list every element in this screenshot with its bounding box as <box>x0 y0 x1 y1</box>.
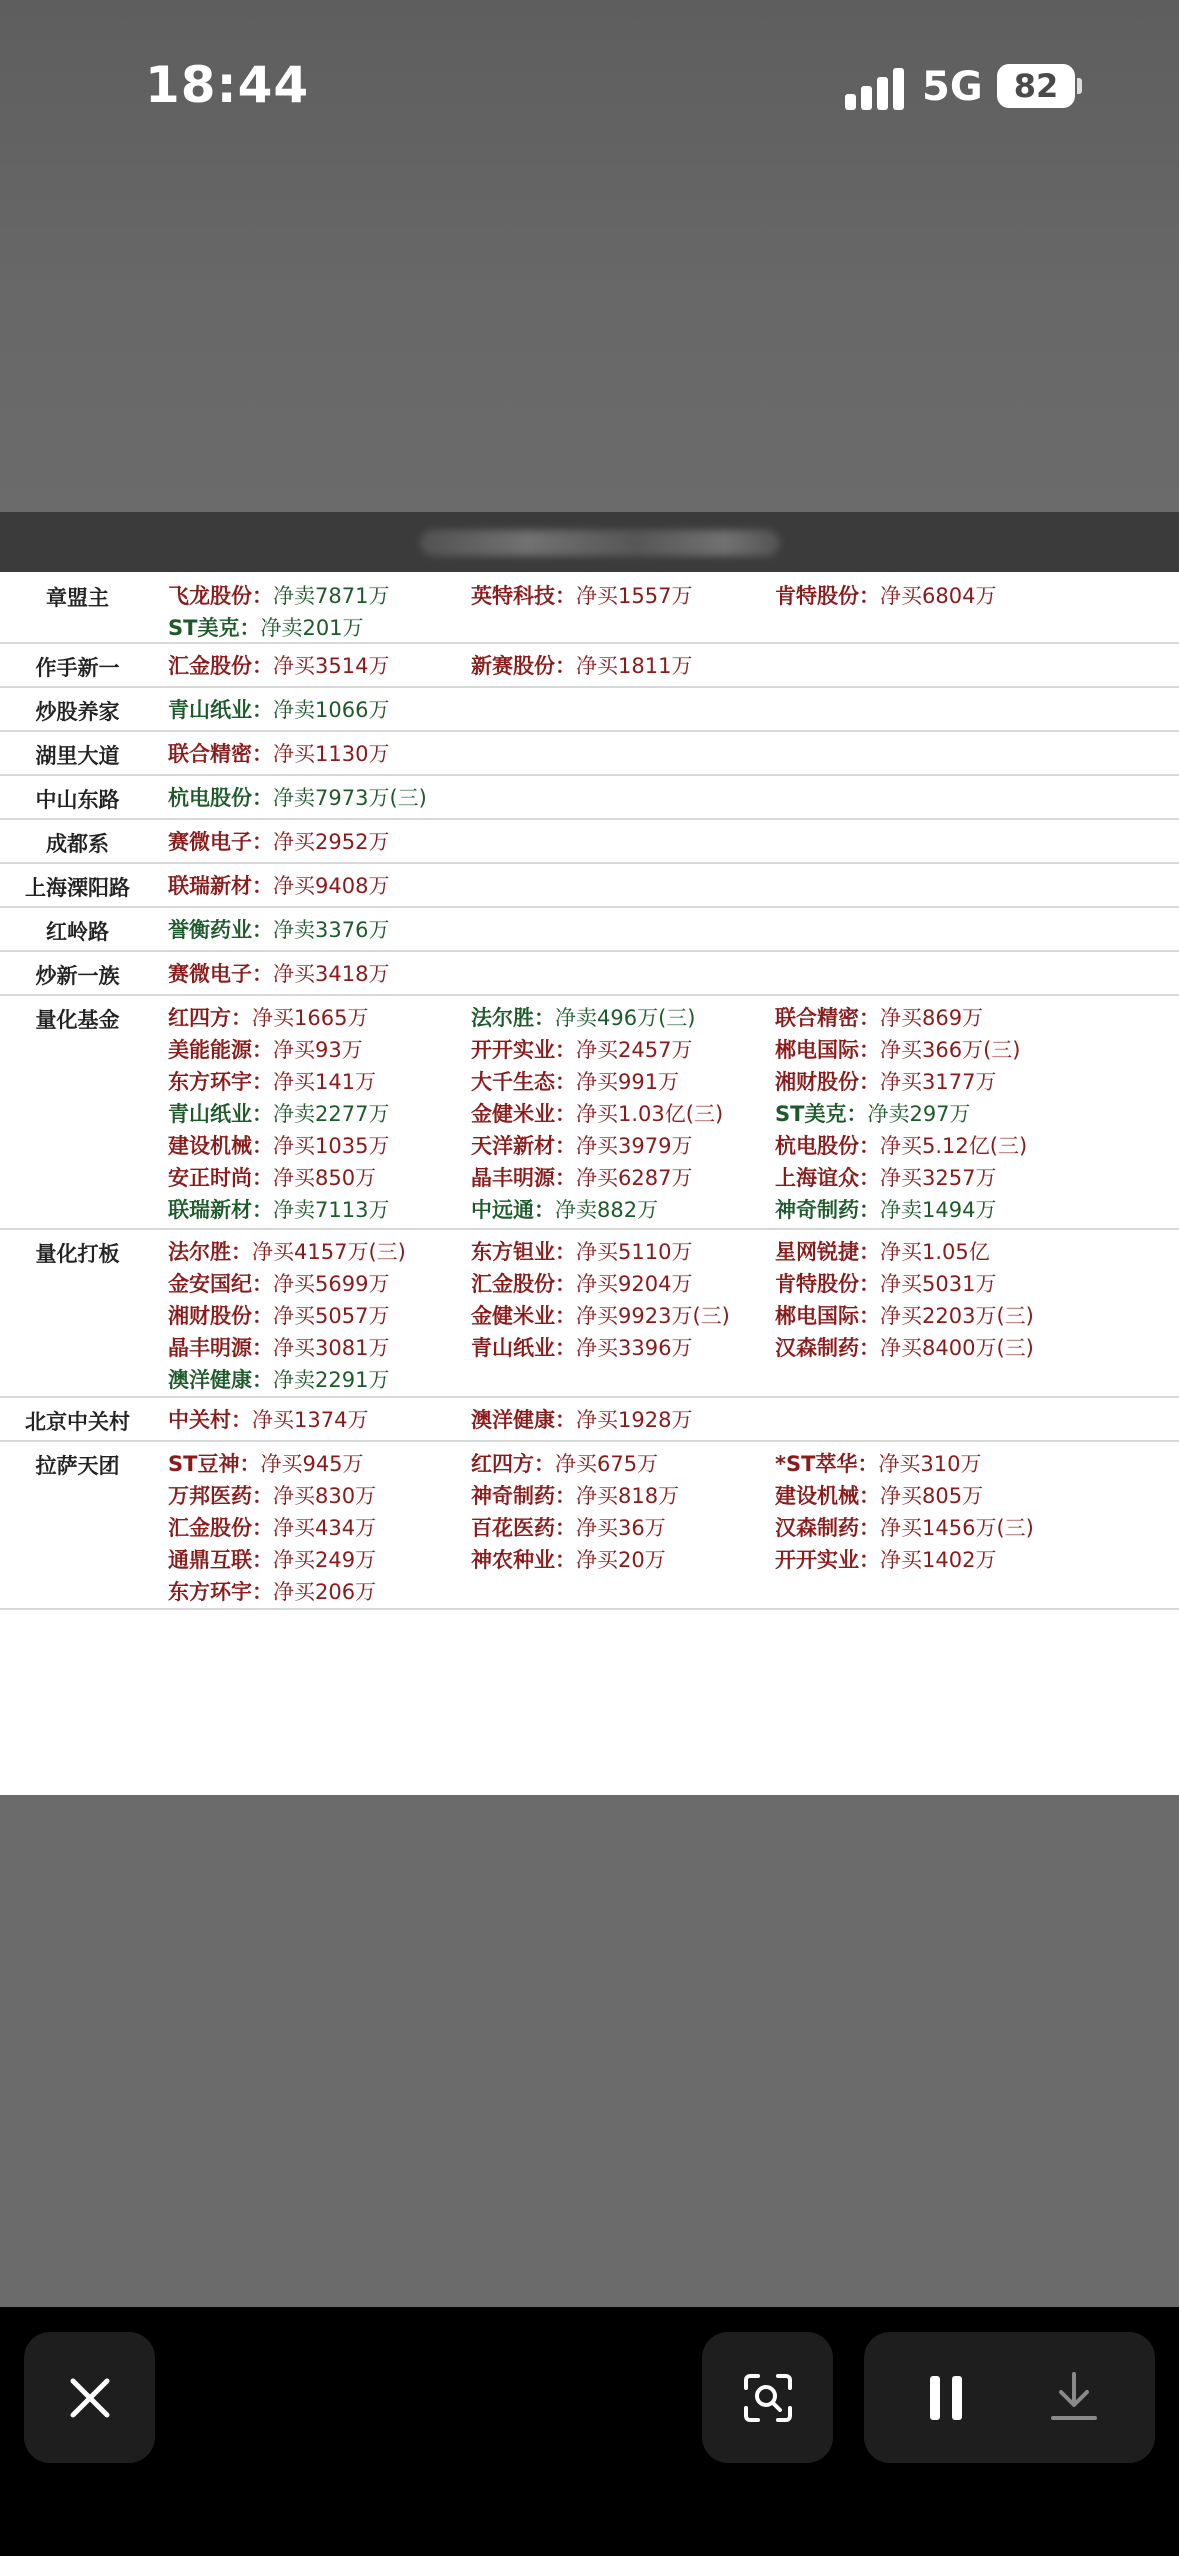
trade-entry <box>168 1480 376 1510</box>
pause-button[interactable] <box>912 2362 982 2432</box>
trade-entry <box>168 694 389 724</box>
stock-name: 青山纸业 <box>168 698 252 722</box>
stock-name: 肯特股份 <box>775 584 859 608</box>
net-amount: 净买5057万 <box>273 1304 390 1328</box>
stock-name: 建设机械 <box>168 1134 252 1158</box>
trade-entry <box>471 1162 692 1192</box>
separator: ： <box>859 1070 880 1094</box>
net-amount: 净买3418万 <box>273 962 390 986</box>
net-amount: 净卖7871万 <box>273 584 390 608</box>
separator: ： <box>555 1516 576 1540</box>
separator: ： <box>252 1038 273 1062</box>
seat-name: 中山东路 <box>35 788 120 812</box>
stock-name: 东方环宇 <box>168 1070 252 1094</box>
stock-name: 联瑞新材 <box>168 1198 252 1222</box>
net-amount: 净买945万 <box>260 1452 364 1476</box>
separator: ： <box>555 1166 576 1190</box>
net-amount: 净买830万 <box>273 1484 377 1508</box>
table-row <box>0 776 1179 820</box>
separator: ： <box>252 1134 273 1158</box>
table-row <box>0 996 1179 1230</box>
stock-name: 百花医药 <box>471 1516 555 1540</box>
net-amount: 净卖297万 <box>867 1102 971 1126</box>
net-amount: 净买6804万 <box>880 584 997 608</box>
separator: ： <box>534 1452 555 1476</box>
separator: ： <box>534 1198 555 1222</box>
stock-name: 中远通 <box>471 1198 534 1222</box>
net-amount: 净买1130万 <box>273 742 390 766</box>
stock-name: 澳洋健康 <box>471 1408 555 1432</box>
stock-name: 联合精密 <box>168 742 252 766</box>
separator: ： <box>859 1134 880 1158</box>
trade-entry <box>775 1236 990 1266</box>
separator: ： <box>859 1006 880 1030</box>
net-amount: 净买3979万 <box>576 1134 693 1158</box>
separator: ： <box>252 1102 273 1126</box>
seat-name: 北京中关村 <box>25 1410 130 1434</box>
separator: ： <box>252 874 273 898</box>
net-amount: 净买3514万 <box>273 654 390 678</box>
net-amount: 净买93万 <box>273 1038 363 1062</box>
stock-name: 澳洋健康 <box>168 1368 252 1392</box>
separator: ： <box>231 1006 252 1030</box>
trade-entry <box>471 1268 692 1298</box>
trade-entry <box>471 1002 695 1032</box>
trade-entry <box>168 1268 389 1298</box>
stock-name: 万邦医药 <box>168 1484 252 1508</box>
stock-name: 上海谊众 <box>775 1166 859 1190</box>
net-amount: 净买5.12亿(三) <box>880 1134 1028 1158</box>
stock-name: 星网锐捷 <box>775 1240 859 1264</box>
stock-name: 青山纸业 <box>471 1336 555 1360</box>
trade-entry <box>471 1404 692 1434</box>
stock-name: 青山纸业 <box>168 1102 252 1126</box>
net-amount: 净买6287万 <box>576 1166 693 1190</box>
stock-name: 英特科技 <box>471 584 555 608</box>
seat-name: 量化打板 <box>35 1242 120 1266</box>
net-amount: 净买20万 <box>576 1548 666 1572</box>
separator: ： <box>252 918 273 942</box>
trade-entry <box>168 1332 389 1362</box>
trade-entry <box>775 1448 982 1478</box>
stock-name: 东方钽业 <box>471 1240 555 1264</box>
separator: ： <box>555 1070 576 1094</box>
trade-entry <box>168 1404 368 1434</box>
separator: ： <box>859 1240 880 1264</box>
separator: ： <box>252 1580 273 1604</box>
separator: ： <box>859 584 880 608</box>
seat-name: 上海溧阳路 <box>25 876 130 900</box>
stock-name: 誉衡药业 <box>168 918 252 942</box>
trade-entry <box>168 1236 406 1266</box>
net-amount: 净买9408万 <box>273 874 390 898</box>
trade-entry <box>168 1162 376 1192</box>
separator: ： <box>555 1408 576 1432</box>
trade-entry <box>168 958 389 988</box>
table-row <box>0 688 1179 732</box>
separator: ： <box>859 1198 880 1222</box>
stock-name: 天洋新材 <box>471 1134 555 1158</box>
stock-name: 汇金股份 <box>168 654 252 678</box>
trade-entry <box>775 1002 983 1032</box>
signal-icon <box>845 66 905 110</box>
trade-entry <box>775 580 996 610</box>
separator: ： <box>859 1484 880 1508</box>
seat-name: 湖里大道 <box>35 744 120 768</box>
stock-name: 神奇制药 <box>471 1484 555 1508</box>
stock-name: 神农种业 <box>471 1548 555 1572</box>
separator: ： <box>252 1198 273 1222</box>
trade-entry <box>168 1034 363 1064</box>
trade-entry <box>471 1480 679 1510</box>
net-amount: 净买1557万 <box>576 584 693 608</box>
net-amount: 净买2952万 <box>273 830 390 854</box>
trade-entry <box>168 1066 376 1096</box>
net-amount: 净买1.05亿 <box>880 1240 990 1264</box>
net-amount: 净买2203万(三) <box>880 1304 1034 1328</box>
stock-name: 杭电股份 <box>775 1134 859 1158</box>
stock-name: 湘财股份 <box>775 1070 859 1094</box>
net-amount: 净买5031万 <box>880 1272 997 1296</box>
trade-entry <box>168 1448 364 1478</box>
stock-name: 法尔胜 <box>471 1006 534 1030</box>
stock-name: ST美克 <box>168 616 240 640</box>
separator: ： <box>252 1484 273 1508</box>
net-amount: 净买675万 <box>555 1452 659 1476</box>
net-amount: 净买366万(三) <box>880 1038 1021 1062</box>
trade-entry <box>471 1544 666 1574</box>
net-amount: 净买1456万(三) <box>880 1516 1034 1540</box>
net-amount: 净买4157万(三) <box>252 1240 406 1264</box>
separator: ： <box>859 1038 880 1062</box>
trade-entry <box>168 1098 389 1128</box>
stock-name: 联瑞新材 <box>168 874 252 898</box>
stock-name: 东方环宇 <box>168 1580 252 1604</box>
net-amount: 净买3257万 <box>880 1166 997 1190</box>
seat-name: 成都系 <box>46 832 109 856</box>
net-amount: 净买5699万 <box>273 1272 390 1296</box>
visual-search-button[interactable] <box>702 2332 833 2463</box>
net-amount: 净买206万 <box>273 1580 377 1604</box>
trade-entry <box>168 738 389 768</box>
stock-name: 中关村 <box>168 1408 231 1432</box>
blurred-title <box>420 530 780 556</box>
trade-entry <box>775 1066 996 1096</box>
separator: ： <box>252 1272 273 1296</box>
trade-entry <box>168 580 389 610</box>
net-amount: 净买141万 <box>273 1070 377 1094</box>
net-amount: 净卖882万 <box>555 1198 659 1222</box>
net-amount: 净买434万 <box>273 1516 377 1540</box>
net-amount: 净买310万 <box>878 1452 982 1476</box>
download-button[interactable] <box>1034 2362 1114 2432</box>
stock-name: 湘财股份 <box>168 1304 252 1328</box>
trade-entry <box>775 1480 983 1510</box>
seat-name: 炒新一族 <box>35 964 120 988</box>
separator: ： <box>252 584 273 608</box>
separator: ： <box>555 1038 576 1062</box>
table-row <box>0 732 1179 776</box>
close-icon <box>65 2373 115 2423</box>
separator: ： <box>239 616 261 640</box>
trade-entry <box>471 1236 692 1266</box>
trade-entry <box>775 1098 971 1128</box>
net-amount: 净买8400万(三) <box>880 1336 1034 1360</box>
separator: ： <box>252 1070 273 1094</box>
separator: ： <box>239 1452 261 1476</box>
seat-name: 量化基金 <box>35 1008 120 1032</box>
net-amount: 净买1035万 <box>273 1134 390 1158</box>
battery-nub <box>1077 78 1082 94</box>
separator: ： <box>252 1368 273 1392</box>
trade-entry <box>471 1130 692 1160</box>
stock-name: 联合精密 <box>775 1006 859 1030</box>
net-amount: 净买9204万 <box>576 1272 693 1296</box>
table-row <box>0 952 1179 996</box>
net-amount: 净买1811万 <box>576 654 693 678</box>
trade-entry <box>168 1300 389 1330</box>
separator: ： <box>252 1336 273 1360</box>
trade-entry <box>471 650 692 680</box>
battery-icon: 82 <box>997 64 1075 108</box>
net-amount: 净买1374万 <box>252 1408 369 1432</box>
net-amount: 净买3177万 <box>880 1070 997 1094</box>
seat-name: 作手新一 <box>35 656 120 680</box>
net-amount: 净买249万 <box>273 1548 377 1572</box>
separator: ： <box>555 1102 576 1126</box>
net-amount: 净买3396万 <box>576 1336 693 1360</box>
trade-entry <box>775 1034 1020 1064</box>
separator: ： <box>252 830 273 854</box>
separator: ： <box>859 1516 880 1540</box>
separator: ： <box>555 1272 576 1296</box>
table-row <box>0 574 1179 644</box>
separator: ： <box>231 1408 252 1432</box>
separator: ： <box>555 584 576 608</box>
separator: ： <box>555 1134 576 1158</box>
trade-entry <box>168 870 389 900</box>
stock-name: ST美克 <box>775 1102 847 1126</box>
net-amount: 净卖7973万(三) <box>273 786 427 810</box>
net-amount: 净买818万 <box>576 1484 680 1508</box>
table-header <box>0 512 1179 572</box>
net-amount: 净买850万 <box>273 1166 377 1190</box>
trade-entry <box>168 1002 368 1032</box>
separator: ： <box>252 962 273 986</box>
visual-search-icon <box>742 2372 794 2424</box>
net-amount: 净买805万 <box>880 1484 984 1508</box>
stock-name: 法尔胜 <box>168 1240 231 1264</box>
download-icon <box>1049 2370 1099 2424</box>
trade-entry <box>168 914 389 944</box>
separator: ： <box>859 1272 880 1296</box>
stock-name: 飞龙股份 <box>168 584 252 608</box>
separator: ： <box>252 1516 273 1540</box>
stock-name: *ST萃华 <box>775 1452 858 1476</box>
net-amount: 净卖201万 <box>260 616 364 640</box>
stock-name: 汇金股份 <box>471 1272 555 1296</box>
stock-name: 杭电股份 <box>168 786 252 810</box>
stock-name: 红四方 <box>168 1006 231 1030</box>
net-amount: 净买36万 <box>576 1516 666 1540</box>
trade-entry <box>471 1332 692 1362</box>
trade-entry <box>775 1194 996 1224</box>
stock-name: 汇金股份 <box>168 1516 252 1540</box>
stock-name: 红四方 <box>471 1452 534 1476</box>
table-row <box>0 1398 1179 1442</box>
trade-entry <box>471 1034 692 1064</box>
net-amount: 净卖496万(三) <box>555 1006 696 1030</box>
stock-name: 郴电国际 <box>775 1038 859 1062</box>
net-amount: 净卖1494万 <box>880 1198 997 1222</box>
seat-name: 红岭路 <box>46 920 109 944</box>
trade-entry <box>471 1194 658 1224</box>
separator: ： <box>252 1304 273 1328</box>
separator: ： <box>859 1304 880 1328</box>
trade-entry <box>168 782 427 812</box>
seat-name: 拉萨天团 <box>35 1454 120 1478</box>
stock-name: ST豆神 <box>168 1452 240 1476</box>
separator: ： <box>555 1548 576 1572</box>
separator: ： <box>859 1166 880 1190</box>
separator: ： <box>252 1166 273 1190</box>
table-row <box>0 820 1179 864</box>
stock-name: 美能能源 <box>168 1038 252 1062</box>
separator: ： <box>859 1336 880 1360</box>
separator: ： <box>555 1336 576 1360</box>
trade-entry <box>471 580 692 610</box>
trade-entry <box>775 1130 1027 1160</box>
stock-name: 金健米业 <box>471 1304 555 1328</box>
trade-entry <box>471 1066 679 1096</box>
trade-entry <box>775 1544 996 1574</box>
stock-name: 通鼎互联 <box>168 1548 252 1572</box>
net-amount: 净买1928万 <box>576 1408 693 1432</box>
table-row <box>0 1442 1179 1610</box>
table-row <box>0 864 1179 908</box>
separator: ： <box>857 1452 879 1476</box>
trade-entry <box>168 826 389 856</box>
trade-entry <box>168 1544 376 1574</box>
net-amount: 净卖7113万 <box>273 1198 390 1222</box>
trade-entry <box>775 1332 1034 1362</box>
table-row <box>0 908 1179 952</box>
stock-name: 新赛股份 <box>471 654 555 678</box>
net-amount: 净买5110万 <box>576 1240 693 1264</box>
stock-name: 大千生态 <box>471 1070 555 1094</box>
pause-icon <box>922 2374 972 2422</box>
separator: ： <box>252 698 273 722</box>
net-amount: 净买3081万 <box>273 1336 390 1360</box>
stock-name: 汉森制药 <box>775 1516 859 1540</box>
stock-name: 开开实业 <box>775 1548 859 1572</box>
separator: ： <box>534 1006 555 1030</box>
stock-name: 安正时尚 <box>168 1166 252 1190</box>
stock-name: 金健米业 <box>471 1102 555 1126</box>
separator: ： <box>252 1548 273 1572</box>
trade-entry <box>168 612 364 642</box>
separator: ： <box>231 1240 252 1264</box>
trade-entry <box>775 1162 996 1192</box>
stock-name: 开开实业 <box>471 1038 555 1062</box>
trade-entry <box>775 1512 1034 1542</box>
seat-name: 章盟主 <box>46 586 109 610</box>
stock-name: 赛微电子 <box>168 962 252 986</box>
photo-background-bottom <box>0 1795 1179 2307</box>
trade-entry <box>471 1300 730 1330</box>
net-amount: 净卖2277万 <box>273 1102 390 1126</box>
trade-entry <box>168 1130 389 1160</box>
stock-name: 晶丰明源 <box>471 1166 555 1190</box>
net-amount: 净买1.03亿(三) <box>576 1102 724 1126</box>
stock-name: 晶丰明源 <box>168 1336 252 1360</box>
net-amount: 净买869万 <box>880 1006 984 1030</box>
net-amount: 净买2457万 <box>576 1038 693 1062</box>
separator: ： <box>252 654 273 678</box>
table-row <box>0 644 1179 688</box>
net-amount: 净买1402万 <box>880 1548 997 1572</box>
separator: ： <box>859 1548 880 1572</box>
separator: ： <box>252 742 273 766</box>
separator: ： <box>555 1240 576 1264</box>
stock-name: 汉森制药 <box>775 1336 859 1360</box>
net-amount: 净卖2291万 <box>273 1368 390 1392</box>
stock-name: 郴电国际 <box>775 1304 859 1328</box>
screenshot-panel <box>0 512 1179 1795</box>
seat-name: 炒股养家 <box>35 700 120 724</box>
separator: ： <box>555 1484 576 1508</box>
stock-name: 赛微电子 <box>168 830 252 854</box>
status-time: 18:44 <box>145 56 310 114</box>
separator: ： <box>252 786 273 810</box>
table-row <box>0 1230 1179 1398</box>
trade-entry <box>775 1268 996 1298</box>
separator: ： <box>555 1304 576 1328</box>
trade-entry <box>471 1098 723 1128</box>
trade-entry <box>471 1448 658 1478</box>
trade-entry <box>168 1512 376 1542</box>
stock-name: 肯特股份 <box>775 1272 859 1296</box>
separator: ： <box>555 654 576 678</box>
net-amount: 净卖3376万 <box>273 918 390 942</box>
trade-entry <box>471 1512 666 1542</box>
trade-entry <box>168 1576 376 1606</box>
playback-controls <box>864 2332 1155 2463</box>
net-amount: 净买1665万 <box>252 1006 369 1030</box>
trade-entry <box>168 1364 389 1394</box>
trade-entry <box>168 650 389 680</box>
stock-name: 建设机械 <box>775 1484 859 1508</box>
net-amount: 净买991万 <box>576 1070 680 1094</box>
stock-name: 神奇制药 <box>775 1198 859 1222</box>
net-amount: 净买9923万(三) <box>576 1304 730 1328</box>
trade-entry <box>775 1300 1034 1330</box>
close-button[interactable] <box>24 2332 155 2463</box>
net-amount: 净卖1066万 <box>273 698 390 722</box>
trade-entry <box>168 1194 389 1224</box>
separator: ： <box>846 1102 868 1126</box>
stock-name: 金安国纪 <box>168 1272 252 1296</box>
network-type: 5G <box>922 64 983 110</box>
